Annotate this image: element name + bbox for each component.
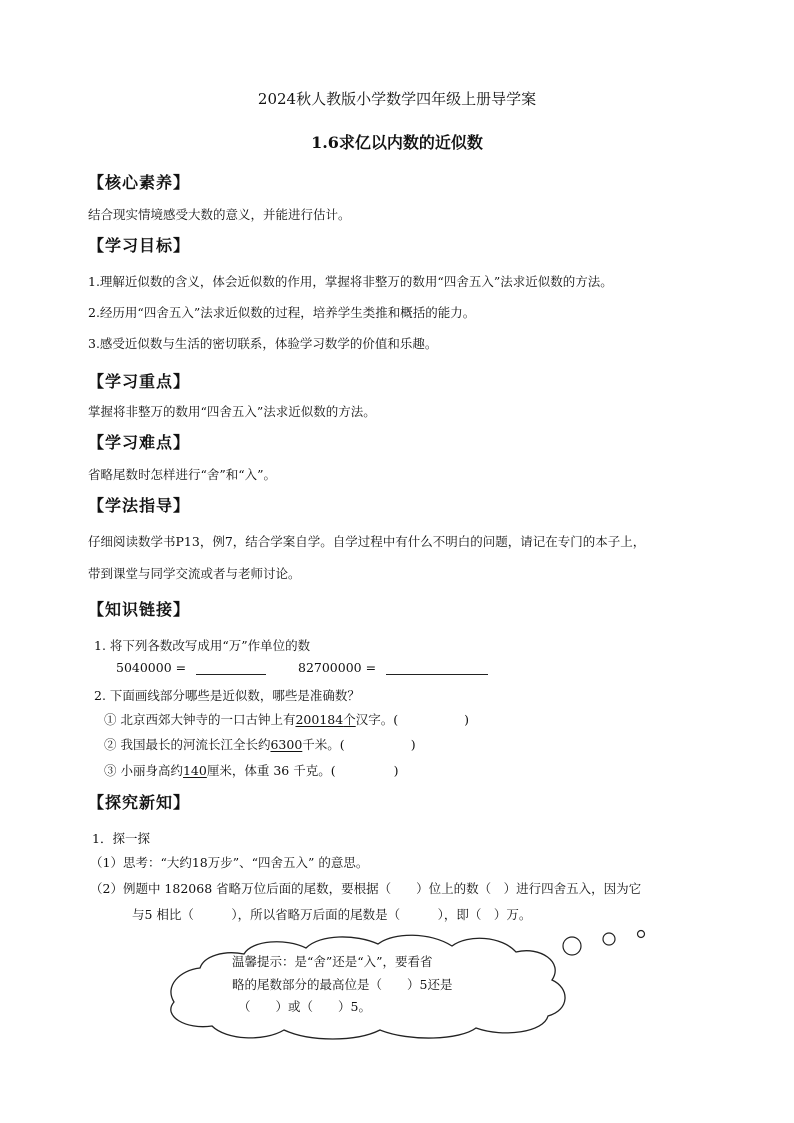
q2-item-2-prefix: ② 我国最长的河流长江全长约 — [104, 737, 271, 752]
goal-item-2: 2.经历用“四舍五入”法求近似数的过程，培养学生类推和概括的能力。 — [88, 305, 476, 320]
core-literacy-text: 结合现实情境感受大数的意义，并能进行估计。 — [88, 207, 351, 222]
link-question-2: 2. 下面画线部分哪些是近似数，哪些是准确数？ — [94, 688, 360, 703]
link-q2-item-1 — [104, 710, 469, 728]
study-method-line-2: 带到课堂与同学交流或者与老师讨论。 — [88, 566, 301, 581]
underlined-number: 6300 — [270, 737, 303, 752]
q2-item-3-prefix: ③ 小丽身高约 — [104, 763, 183, 778]
link-question-1: 1. 将下列各数改写成用“万”作单位的数 — [94, 638, 311, 653]
tip-line-3: （ ）或（ ）5。 — [238, 999, 371, 1014]
heading-key-points: 【学习重点】 — [88, 372, 191, 391]
heading-knowledge-links: 【知识链接】 — [88, 600, 191, 619]
heading-learning-goals: 【学习目标】 — [88, 236, 191, 255]
difficulties-text: 省略尾数时怎样进行“舍”和“入”。 — [88, 467, 277, 482]
link-q1-item-a — [116, 660, 266, 675]
heading-study-method: 【学法指导】 — [88, 496, 191, 515]
thought-bubble-dot-large — [563, 937, 581, 955]
goal-item-3: 3.感受近似数与生活的密切联系，体验学习数学的价值和乐趣。 — [88, 336, 438, 351]
q2-item-2-suffix: 千米。( — [302, 737, 345, 752]
key-points-text: 掌握将非整万的数用“四舍五入”法求近似数的方法。 — [88, 404, 376, 419]
explore-step-1-2-line-2: 与5 相比（ ），所以省略万后面的尾数是（ ），即（ ）万。 — [132, 907, 532, 922]
underlined-number: 140 — [182, 763, 207, 778]
answer-blank[interactable] — [196, 660, 266, 675]
answer-blank[interactable] — [386, 660, 488, 675]
goal-item-1: 1.理解近似数的含义，体会近似数的作用，掌握将非整万的数用“四舍五入”法求近似数的方法。 — [88, 274, 613, 289]
study-method-line-1: 仔细阅读数学书P13，例7，结合学案自学。自学过程中有什么不明白的问题，请记在专门的本子上， — [88, 534, 646, 549]
underlined-number: 200184 — [295, 712, 344, 727]
heading-difficulties: 【学习难点】 — [88, 433, 191, 452]
q2-item-1-prefix: ① 北京西郊大钟寺的一口古钟上有 — [104, 712, 296, 727]
tip-line-2: 略的尾数部分的最高位是（ ）5还是 — [232, 977, 453, 992]
link-q1-item-b-label: 82700000 = — [298, 660, 377, 675]
lesson-title: 1.6求亿以内数的近似数 — [311, 133, 483, 152]
q2-item-1-suffix: 汉字。( — [355, 712, 399, 727]
document-title: 2024秋人教版小学数学四年级上册导学案 — [257, 90, 537, 108]
q2-item-2-close: ) — [410, 737, 416, 752]
thought-bubble-dot-medium — [603, 933, 615, 945]
link-q1-item-a-label: 5040000 = — [116, 660, 187, 675]
link-q2-item-2 — [104, 735, 416, 753]
link-q1-item-b — [298, 660, 488, 675]
q2-item-1-close: ) — [464, 712, 469, 727]
link-q2-item-3 — [104, 761, 398, 779]
q2-item-3-close: ) — [393, 763, 399, 778]
heading-core-literacy: 【核心素养】 — [88, 173, 191, 192]
q2-item-3-suffix: 厘米，体重 36 千克。( — [206, 763, 336, 778]
explore-step-1: 1．探一探 — [92, 831, 150, 846]
tip-line-1: 温馨提示：是“舍”还是“入”，要看省 — [232, 954, 433, 969]
thought-bubble-dot-small — [638, 931, 645, 938]
underlined-measure-word: 个 — [343, 712, 356, 727]
explore-step-1-1: （1）思考：“大约18万步”、“四舍五入” 的意思。 — [90, 855, 369, 870]
explore-step-1-2-line-1: （2）例题中 182068 省略万位后面的尾数，要根据（ ）位上的数（ ）进行四舍五入，因为它 — [90, 881, 642, 896]
heading-explore-new: 【探究新知】 — [88, 793, 191, 812]
